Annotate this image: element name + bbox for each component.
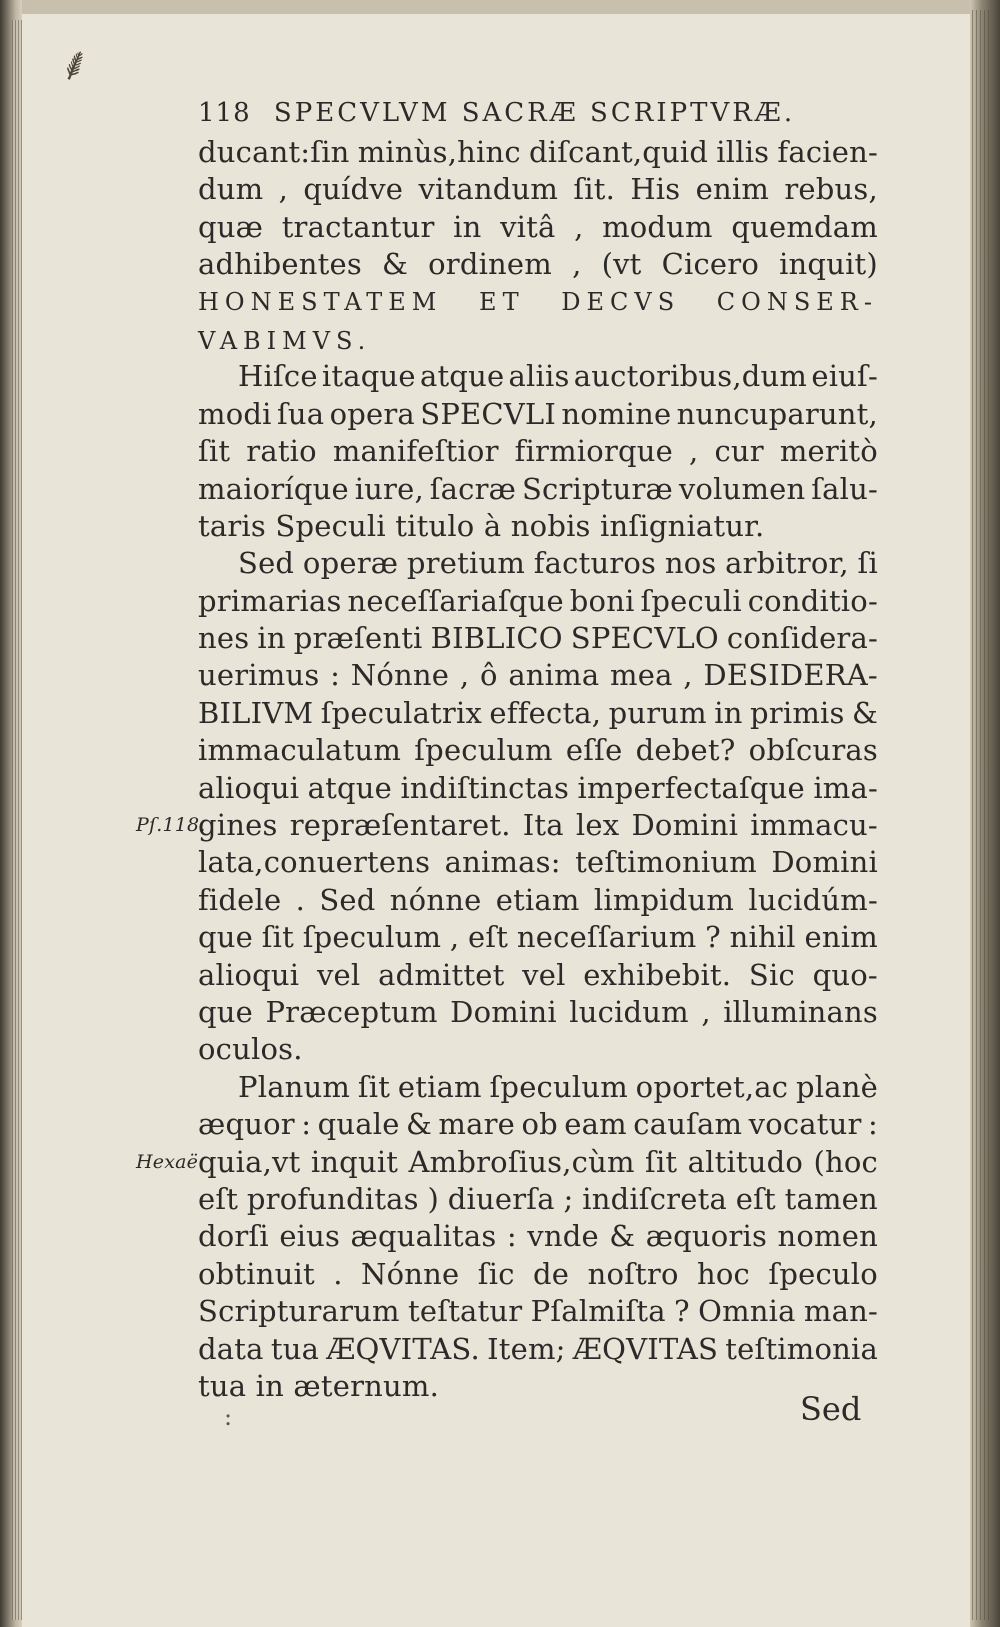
- text-line: [198, 770, 878, 807]
- line-text: quia,vt inquit Ambroſius,cùm ſit altitudo (hoc: [198, 1144, 878, 1179]
- line-text: æquor : quale & mare ob eam cauſam vocatur :: [198, 1107, 878, 1142]
- text-line: [198, 1293, 878, 1330]
- text-line: [198, 1256, 878, 1293]
- ink-mark-icon: ⸙: [54, 36, 95, 93]
- printer-dots: :: [224, 1403, 233, 1431]
- line-text: Scripturarum teſtatur Pſalmiſta ? Omnia man-: [198, 1294, 878, 1329]
- text-line: [198, 246, 878, 283]
- line-text: modi ſua opera SPECVLI nomine nuncuparunt,: [198, 396, 878, 431]
- text-line: [198, 1069, 878, 1106]
- line-text: nes in præſenti BIBLICO SPECVLO conſidera-: [198, 621, 878, 656]
- line-text: HONESTATEM ET DECVS CONSER-: [198, 287, 878, 316]
- text-line: [198, 957, 878, 994]
- book-leaf-stack: [12, 20, 22, 1620]
- gutter-leaf-stack: [972, 10, 990, 1620]
- margin-note: Hexaë.: [136, 1150, 205, 1173]
- line-text: ducant:ſin minùs,hinc diſcant,quid illis facien-: [198, 135, 878, 169]
- margin-note: Pſ.118.: [136, 814, 206, 837]
- text-line: [198, 919, 878, 956]
- line-text: lata,conuertens animas: teſtimonium Domini: [198, 845, 878, 880]
- line-text: Planum ſit etiam ſpeculum oportet,ac planè: [238, 1069, 878, 1104]
- line-text: que Præceptum Domini lucidum , illuminans: [198, 994, 878, 1029]
- running-title: SPECVLVM SACRÆ SCRIPTVRÆ.: [273, 98, 796, 128]
- text-line: [198, 1368, 878, 1405]
- text-line: [198, 1106, 878, 1143]
- text-line: [198, 1331, 878, 1368]
- running-header: [198, 92, 878, 134]
- line-text: quæ tractantur in vitâ , modum quemdam: [198, 209, 878, 244]
- line-text: tua in æternum.: [198, 1368, 440, 1403]
- line-text: alioqui atque indiſtinctas imperfectaſque ima-: [198, 770, 878, 805]
- catchword: Sed: [800, 1390, 862, 1428]
- line-text: maioríque iure, ſacræ Scripturæ volumen ſalu-: [198, 471, 878, 506]
- text-line: [136, 1144, 878, 1181]
- text-line: [198, 620, 878, 657]
- text-line: [198, 994, 878, 1031]
- text-line: [198, 1031, 878, 1068]
- text-line: [198, 433, 878, 470]
- line-text: Sed operæ pretium facturos nos arbitror, ſi: [238, 546, 878, 581]
- text-line: [198, 657, 878, 694]
- text-line: [198, 732, 878, 769]
- line-text: VABIMVS.: [198, 326, 372, 355]
- line-text: ſit ratio manifeſtior firmiorque , cur meritò: [198, 434, 878, 469]
- text-line: [136, 807, 878, 844]
- text-line: [198, 471, 878, 508]
- text-line: [198, 1218, 878, 1255]
- text-line: [198, 695, 878, 732]
- text-line: [198, 284, 878, 321]
- line-text: data tua ÆQVITAS. Item; ÆQVITAS teſtimonia: [198, 1331, 878, 1366]
- line-text: Hiſce itaque atque aliis auctoribus,dum eiuſ-: [238, 359, 878, 394]
- text-line: [198, 171, 878, 208]
- body-lines: [136, 134, 878, 1405]
- line-text: obtinuit . Nónne ſic de noſtro hoc ſpeculo: [198, 1256, 878, 1291]
- text-line: [198, 882, 878, 919]
- line-text: gines repræſentaret. Ita lex Domini immacu-: [198, 808, 878, 843]
- text-line: [198, 396, 878, 433]
- line-text: oculos.: [198, 1032, 303, 1067]
- page-text-block: [136, 92, 878, 1405]
- line-text: taris Speculi titulo à nobis inſigniatur.: [198, 508, 765, 543]
- line-text: alioqui vel admittet vel exhibebit. Sic quo-: [198, 957, 878, 992]
- line-text: adhibentes & ordinem , (vt Cicero inquit): [198, 247, 878, 282]
- line-text: que ſit ſpeculum , eſt neceſſarium ? nihil enim: [198, 920, 878, 955]
- line-text: primarias neceſſariaſque boni ſpeculi conditio-: [198, 583, 878, 618]
- line-text: BILIVM ſpeculatrix effecta, purum in primis &: [198, 695, 878, 730]
- line-text: eſt profunditas ) diuerſa ; indiſcreta eſt tamen: [198, 1181, 878, 1216]
- text-line: [198, 321, 878, 358]
- text-line: [198, 358, 878, 395]
- text-line: [198, 134, 878, 171]
- line-text: dorſi eius æqualitas : vnde & æquoris nomen: [198, 1219, 878, 1254]
- line-text: fidele . Sed nónne etiam limpidum lucidúm-: [198, 882, 878, 917]
- line-text: uerimus : Nónne , ô anima mea , DESIDERA-: [198, 658, 878, 693]
- text-line: [198, 583, 878, 620]
- text-line: [198, 545, 878, 582]
- text-line: [198, 844, 878, 881]
- page-number: 118: [198, 98, 251, 128]
- line-text: dum , quídve vitandum ſit. His enim rebus,: [198, 172, 878, 207]
- line-text: immaculatum ſpeculum eſſe debet? obſcuras: [198, 733, 878, 768]
- text-line: [198, 209, 878, 246]
- text-line: [198, 508, 878, 545]
- text-line: [198, 1181, 878, 1218]
